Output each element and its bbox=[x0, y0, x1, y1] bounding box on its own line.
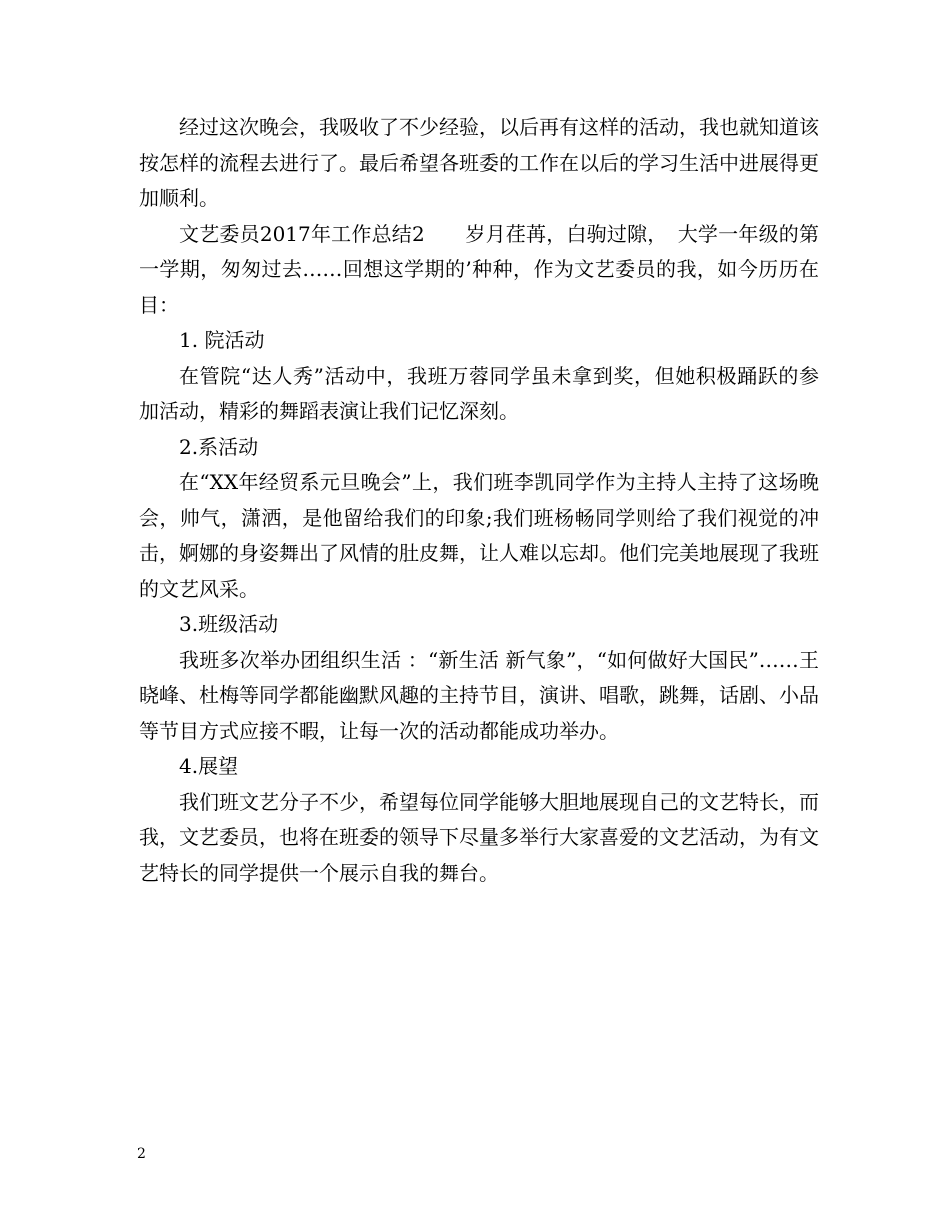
heading-class-activity: 3.班级活动 bbox=[179, 612, 279, 636]
paragraph-summary: 经过这次晚会，我吸收了不少经验，以后再有这样的活动，我也就知道该按怎样的流程去进行了。最后希望各班委的工作在以后的学习生活中进展得更加顺利。 bbox=[139, 115, 819, 210]
page-number: 2 bbox=[137, 1146, 146, 1162]
heading-college-activity: 1. 院活动 bbox=[179, 328, 265, 352]
heading-department-activity: 2.系活动 bbox=[179, 434, 259, 459]
paragraph-title-intro: 文艺委员2017年工作总结2 岁月荏苒，白驹过隙， 大学一年级的第一学期，匆匆过去……回想这学期的’种种，作为文艺委员的我，如今历历在目： bbox=[139, 221, 819, 317]
paragraph-department-activity: 在“XX年经贸系元旦晚会”上，我们班李凯同学作为主持人主持了这场晚会，帅气，潇洒，是他留给我们的印象;我们班杨畅同学则给了我们视觉的冲击，婀娜的身姿舞出了风情的肚皮舞，让人难以忘却。他们完美地展现了我班的文艺风采。 bbox=[139, 470, 819, 601]
paragraph-class-activity: 我班多次举办团组织生活 ：“新生活 新气象”，“如何做好大国民”……王晓峰、杜梅等同学都能幽默风趣的主持节目，演讲、唱歌，跳舞，话剧、小品等节目方式应接不暇，让每一次的活动都能成功举办。 bbox=[139, 647, 819, 743]
document-body bbox=[139, 110, 819, 891]
paragraph-outlook: 我们班文艺分子不少，希望每位同学能够大胆地展现自己的文艺特长，而我，文艺委员，也将在班委的领导下尽量多举行大家喜爱的文艺活动，为有文艺特长的同学提供一个展示自我的舞台。 bbox=[139, 789, 819, 885]
heading-outlook: 4.展望 bbox=[179, 754, 239, 778]
paragraph-college-activity: 在管院“达人秀”活动中，我班万蓉同学虽未拿到奖，但她积极踊跃的参加活动，精彩的舞蹈表演让我们记忆深刻。 bbox=[139, 363, 819, 423]
